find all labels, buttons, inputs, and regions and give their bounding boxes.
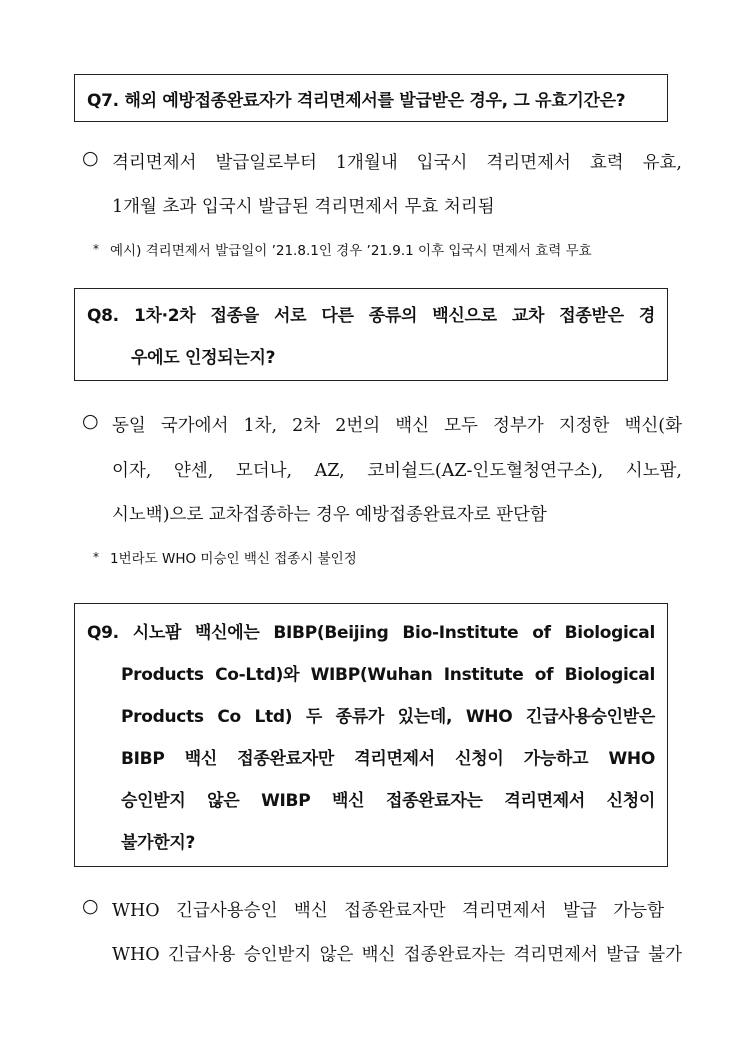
q7-note-mark: * [93, 242, 99, 256]
q9-question-line-5: 승인받지 않은 WIBP 백신 접종완료자는 격리면제서 신청이 [121, 791, 655, 811]
q7-question-box [74, 74, 668, 122]
q7-answer-line-2: 1개월 초과 입국시 발급된 격리면제서 무효 처리됨 [112, 197, 495, 217]
q9-answer-line-2: WHO 긴급사용 승인받지 않은 백신 접종완료자는 격리면제서 발급 불가 [112, 945, 682, 965]
q8-answer-line-2: 이자, 얀센, 모더나, AZ, 코비쉴드(AZ-인도혈청연구소), 시노팜, [112, 461, 682, 481]
q7-note: 예시) 격리면제서 발급일이 ’21.8.1인 경우 ’21.9.1 이후 입국시 면제서 효력 무효 [110, 243, 592, 259]
q8-answer-line-1: 동일 국가에서 1차, 2차 2번의 백신 모두 정부가 지정한 백신(화 [112, 416, 682, 436]
q8-note-mark: * [93, 550, 99, 564]
q9-question-line-6: 불가한지? [121, 833, 196, 853]
q9-answer-line-1: WHO 긴급사용승인 백신 접종완료자만 격리면제서 발급 가능함 [112, 901, 664, 921]
q9-question-line-2: Products Co-Ltd)와 WIBP(Wuhan Institute of Biological [121, 665, 655, 685]
q7-answer-line-1: 격리면제서 발급일로부터 1개월내 입국시 격리면제서 효력 유효, [112, 153, 682, 173]
q7-answer-bullet: ○ [82, 147, 99, 169]
q8-answer-bullet: ○ [82, 410, 99, 432]
q7-question: Q7. 해외 예방접종완료자가 격리면제서를 발급받은 경우, 그 유효기간은? [87, 91, 626, 111]
q8-question-line-1: Q8. 1차·2차 접종을 서로 다른 종류의 백신으로 교차 접종받은 경 [87, 306, 655, 326]
q8-note: 1번라도 WHO 미승인 백신 접종시 불인정 [110, 551, 357, 567]
q9-question-box [74, 603, 668, 867]
q8-question-line-2: 우에도 인정되는지? [131, 348, 276, 368]
q8-question-box [74, 288, 668, 381]
q9-question-line-3: Products Co Ltd) 두 종류가 있는데, WHO 긴급사용승인받은 [121, 707, 655, 727]
q9-question-line-4: BIBP 백신 접종완료자만 격리면제서 신청이 가능하고 WHO [121, 749, 655, 769]
q9-answer-bullet: ○ [82, 895, 99, 917]
q8-answer-line-3: 시노백)으로 교차접종하는 경우 예방접종완료자로 판단함 [112, 505, 547, 525]
q9-question-line-1: Q9. 시노팜 백신에는 BIBP(Beijing Bio-Institute of Biological [87, 623, 655, 643]
